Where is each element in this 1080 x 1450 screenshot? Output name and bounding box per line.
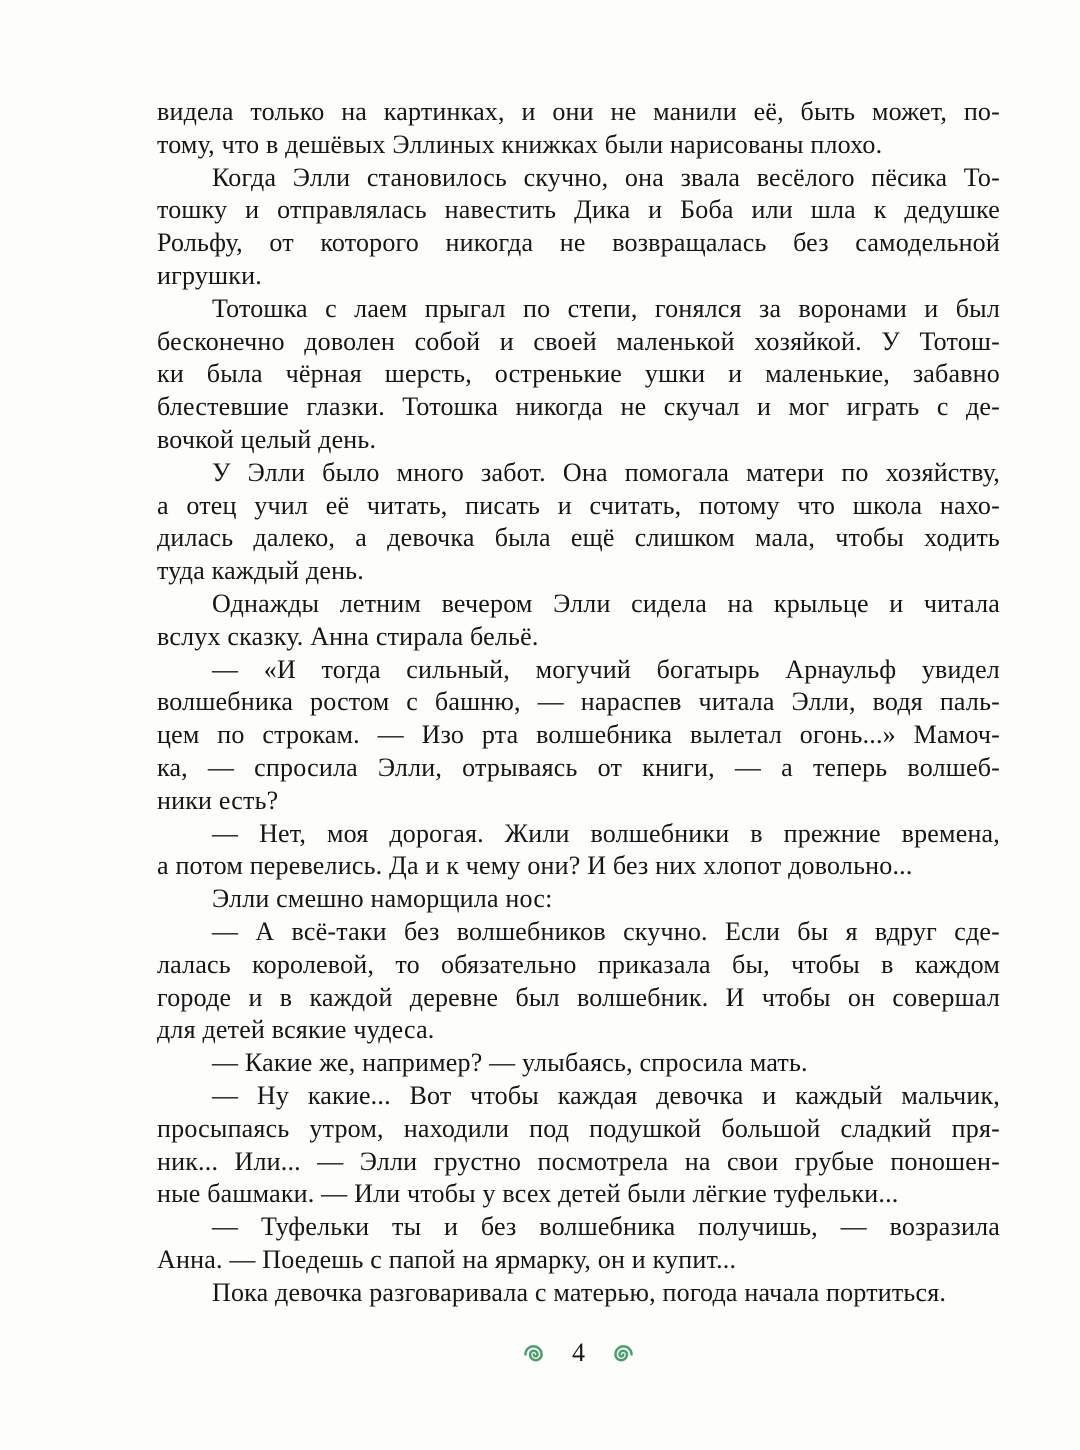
text-line: У Элли было много забот. Она помогала матери по хозяйству, bbox=[212, 457, 1000, 487]
text-line: — А всё-таки без волшебников скучно. Если бы я вдруг сде- bbox=[212, 916, 1000, 946]
text-line: ка, — спросила Элли, отрываясь от книги, — а теперь волшеб- bbox=[157, 752, 1000, 782]
text-line: ные башмаки. — Или чтобы у всех детей были лёгкие туфельки... bbox=[157, 1179, 899, 1209]
spiral-path-left bbox=[525, 1346, 541, 1360]
text-line: ник... Или... — Элли грустно посмотрела на свои грубые поношен- bbox=[157, 1146, 1000, 1176]
text-line: городе и в каждой деревне был волшебник. И чтобы он совершал bbox=[157, 982, 1000, 1012]
text-line: лалась королевой, то обязательно приказала бы, чтобы в каждом bbox=[157, 949, 1000, 979]
text-line: Тотошка с лаем прыгал по степи, гонялся за воронами и был bbox=[212, 293, 1000, 323]
paragraph bbox=[157, 457, 1000, 588]
paragraph bbox=[157, 1047, 1000, 1080]
text-line: Когда Элли становилось скучно, она звала весёлого пёсика То- bbox=[212, 162, 1000, 192]
spiral-ornament-right-icon bbox=[612, 1342, 635, 1365]
text-line: Однажды летним вечером Элли сидела на крыльце и читала bbox=[212, 588, 1000, 618]
text-line: волшебника ростом с башню, — нараспев читала Элли, водя паль- bbox=[157, 687, 1000, 717]
text-line: а потом перевелись. Да и к чему они? И без них хлопот довольно... bbox=[157, 851, 913, 881]
text-line: цем по строкам. — Изо рта волшебника вылетал огонь...» Мамоч- bbox=[157, 720, 1000, 750]
paragraph bbox=[157, 1080, 1000, 1211]
text-line: видела только на картинках, и они не манили её, быть может, по- bbox=[157, 97, 1000, 126]
paragraph bbox=[157, 883, 1000, 916]
paragraph bbox=[157, 916, 1000, 1047]
paragraph bbox=[157, 96, 1000, 162]
text-line: — Какие же, например? — улыбаясь, спросила мать. bbox=[212, 1048, 808, 1078]
text-line: просыпаясь утром, находили под подушкой большой сладкий пря- bbox=[157, 1113, 1000, 1143]
text-line: дилась далеко, а девочка была ещё слишком мала, чтобы ходить bbox=[157, 523, 1000, 553]
text-line: ки была чёрная шерсть, остренькие ушки и маленькие, забавно bbox=[157, 359, 1000, 389]
text-line: — Ну какие... Вот чтобы каждая девочка и каждый мальчик, bbox=[212, 1080, 1000, 1110]
text-line: — Нет, моя дорогая. Жили волшебники в прежние времена, bbox=[212, 818, 1000, 848]
text-line: тошку и отправлялась навестить Дика и Боба или шла к дедушке bbox=[157, 195, 1000, 225]
text-line: ники есть? bbox=[157, 785, 279, 815]
paragraph bbox=[157, 818, 1000, 884]
paragraph bbox=[157, 654, 1000, 818]
text-line: а отец учил её читать, писать и считать, потому что школа нахо- bbox=[157, 490, 1000, 520]
spiral-path-right bbox=[615, 1346, 631, 1360]
page-text bbox=[157, 96, 1000, 1309]
text-line: Элли смешно наморщила нос: bbox=[212, 884, 553, 914]
paragraph bbox=[157, 162, 1000, 293]
text-line: — «И тогда сильный, могучий богатырь Арнаульф увидел bbox=[212, 654, 1000, 684]
text-line: бесконечно доволен собой и своей маленькой хозяйкой. У Тотош- bbox=[157, 326, 1000, 356]
spiral-ornament-left-icon bbox=[522, 1342, 545, 1365]
text-line: для детей всякие чудеса. bbox=[157, 1015, 435, 1045]
text-line: туда каждый день. bbox=[157, 556, 364, 586]
text-line: Рольфу, от которого никогда не возвращалась без самодельной bbox=[157, 228, 1000, 258]
text-line: блестевшие глазки. Тотошка никогда не скучал и мог играть с де- bbox=[157, 392, 1000, 422]
paragraph bbox=[157, 1277, 1000, 1310]
text-line: Анна. — Поедешь с папой на ярмарку, он и купит... bbox=[157, 1244, 737, 1274]
text-line: — Туфельки ты и без волшебника получишь, — возразила bbox=[212, 1212, 1000, 1242]
paragraph bbox=[157, 1211, 1000, 1277]
text-line: вслух сказку. Анна стирала бельё. bbox=[157, 621, 539, 651]
text-line: вочкой целый день. bbox=[157, 424, 377, 454]
page-number: 4 bbox=[572, 1338, 585, 1367]
text-line: тому, что в дешёвых Эллиных книжках были нарисованы плохо. bbox=[157, 129, 883, 159]
paragraph bbox=[157, 588, 1000, 654]
text-line: Пока девочка разговаривала с матерью, погода начала портиться. bbox=[212, 1277, 947, 1307]
text-line: игрушки. bbox=[157, 260, 262, 290]
page-footer bbox=[157, 1340, 1000, 1366]
paragraph bbox=[157, 293, 1000, 457]
